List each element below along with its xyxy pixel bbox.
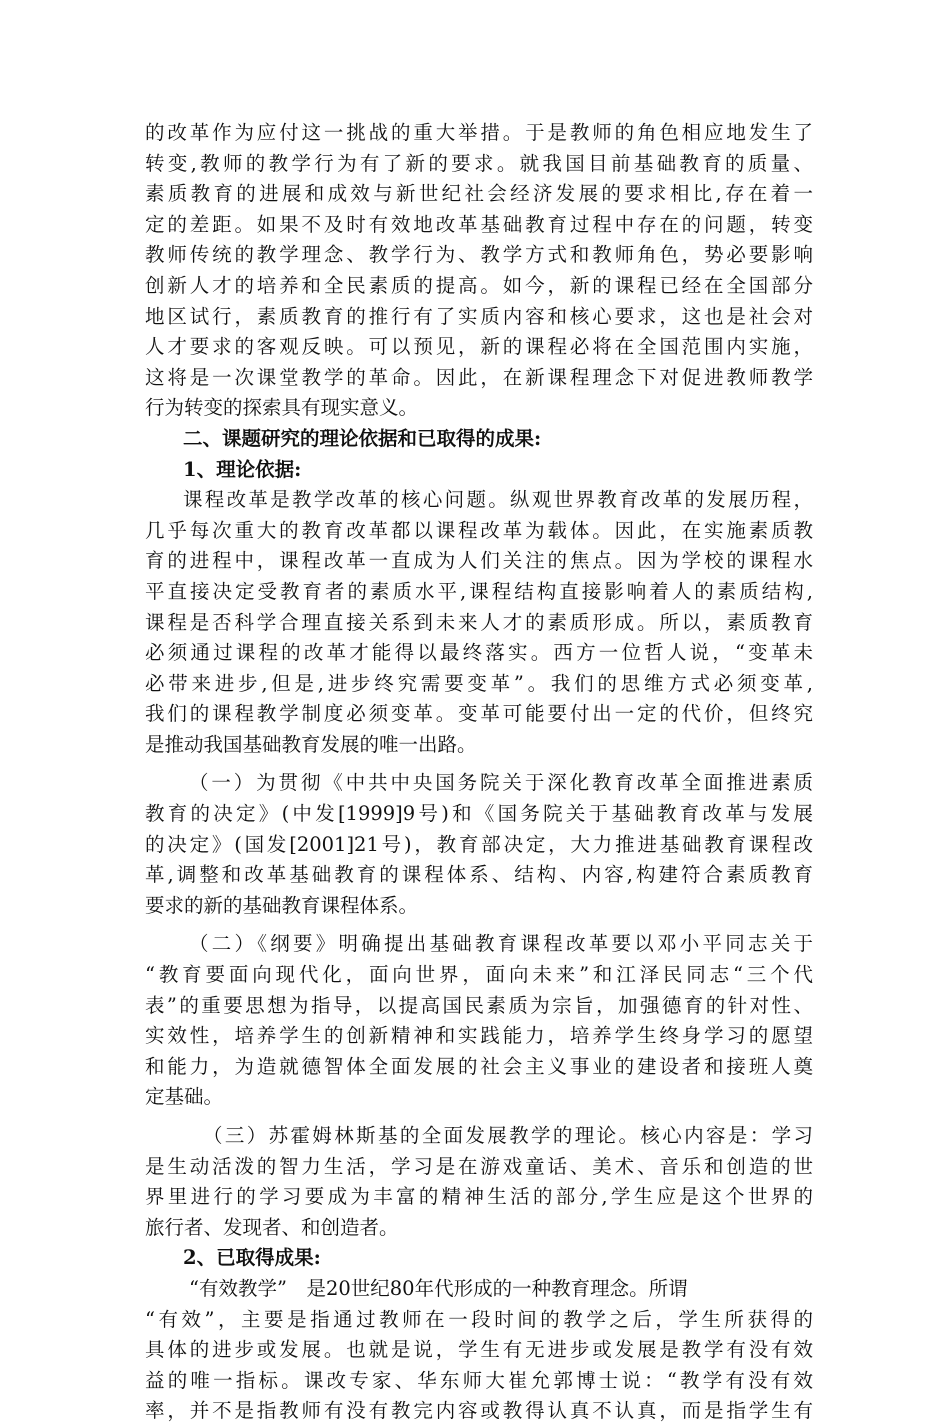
text-line: 育的进程中，课程改革一直成为人们关注的焦点。因为学校的课程水 xyxy=(145,549,813,573)
text-line: 平直接决定受教育者的素质水平,课程结构直接影响着人的素质结构, xyxy=(145,579,813,603)
section-heading: 二、课题研究的理论依据和已取得的成果: xyxy=(183,426,542,450)
text-line: 实效性，培养学生的创新精神和实践能力，培养学生终身学习的愿望 xyxy=(145,1024,813,1048)
text-line: 这将是一次课堂教学的革命。因此，在新课程理念下对促进教师教学 xyxy=(145,365,813,389)
text-line: “教育要面向现代化，面向世界，面向未来”和江泽民同志“三个代 xyxy=(145,963,813,987)
text-line: 的决定》(国发[2001]21号)，教育部决定，大力推进基础教育课程改 xyxy=(145,832,813,856)
text-line: 益的唯一指标。课改专家、华东师大崔允郭博士说：“教学有没有效 xyxy=(145,1368,813,1392)
text-line: 界里进行的学习要成为丰富的精神生活的部分,学生应是这个世界的 xyxy=(145,1185,813,1209)
list-item-3 xyxy=(145,1121,813,1243)
text-line: 课程改革是教学改革的核心问题。纵观世界教育改革的发展历程， xyxy=(183,488,813,512)
text-line: （一）为贯彻《中共中央国务院关于深化教育改革全面推进素质 xyxy=(189,771,813,795)
text-line: 教师传统的教学理念、教学行为、教学方式和教师角色，势必要影响 xyxy=(145,243,813,267)
text-line: （二）《纲要》明确提出基础教育课程改革要以邓小平同志关于 xyxy=(189,932,813,956)
subsection-heading: 2、已取得成果: xyxy=(183,1246,321,1270)
text-line: 旅行者、发现者、和创造者。 xyxy=(145,1215,399,1239)
text-line: 要求的新的基础教育课程体系。 xyxy=(145,893,419,917)
text-line: 表”的重要思想为指导，以提高国民素质为宗旨，加强德育的针对性、 xyxy=(145,993,813,1017)
text-line: 课程是否科学合理直接关系到未来人才的素质形成。所以，素质教育 xyxy=(145,610,813,634)
text-line: 革,调整和改革基础教育的课程体系、结构、内容,构建符合素质教育 xyxy=(145,863,813,887)
text-line: （三）苏霍姆林斯基的全面发展教学的理论。核心内容是：学习 xyxy=(203,1124,813,1147)
text-line: 必须通过课程的改革才能得以最终落实。西方一位哲人说，“变革未 xyxy=(145,641,813,665)
text-line: 创新人才的培养和全民素质的提高。如今，新的课程已经在全国部分 xyxy=(145,273,813,297)
text-line: 必带来进步,但是,进步终究需要变革”。我们的思维方式必须变革, xyxy=(145,671,813,695)
text-line: “有效”，主要是指通过教师在一段时间的教学之后，学生所获得的 xyxy=(145,1307,813,1331)
text-line: 素质教育的进展和成效与新世纪社会经济发展的要求相比,存在着一 xyxy=(145,182,813,206)
subsection-heading: 1、理论依据: xyxy=(183,457,302,481)
list-item-1 xyxy=(145,768,813,921)
text-line: 地区试行，素质教育的推行有了实质内容和核心要求，这也是社会对 xyxy=(145,304,813,328)
text-line: 定的差距。如果不及时有效地改革基础教育过程中存在的问题，转变 xyxy=(145,212,813,236)
text-line: 和能力，为造就德智体全面发展的社会主义事业的建设者和接班人奠 xyxy=(145,1054,813,1078)
document-page xyxy=(145,118,813,1427)
text-line: 转变,教师的教学行为有了新的要求。就我国目前基础教育的质量、 xyxy=(145,151,813,175)
text-line: 定基础。 xyxy=(145,1085,224,1109)
text-line: 是生动活泼的智力生活，学习是在游戏童话、美术、音乐和创造的世 xyxy=(145,1154,813,1178)
text-line: 行为转变的探索具有现实意义。 xyxy=(145,396,419,420)
text-line: 教育的决定》(中发[1999]9号)和《国务院关于基础教育改革与发展 xyxy=(145,802,813,826)
text-line: 人才要求的客观反映。可以预见，新的课程必将在全国范围内实施， xyxy=(145,335,813,359)
text-line: 我们的课程教学制度必须变革。变革可能要付出一定的代价，但终究 xyxy=(145,702,813,726)
text-line: 具体的进步或发展。也就是说，学生有无进步或发展是教学有没有效 xyxy=(145,1338,813,1362)
text-line: 率，并不是指教师有没有教完内容或教得认真不认真，而是指学生有 xyxy=(145,1399,813,1423)
text-line: 是推动我国基础教育发展的唯一出路。 xyxy=(145,732,477,756)
intro-paragraph xyxy=(145,118,813,424)
theory-paragraph xyxy=(145,485,813,760)
text-line: “有效教学” 是20世纪80年代形成的一种教育理念。所谓 xyxy=(189,1276,688,1300)
text-line: 几乎每次重大的教育改革都以课程改革为载体。因此，在实施素质教 xyxy=(145,518,813,542)
results-paragraph xyxy=(145,1274,813,1427)
list-item-2 xyxy=(145,929,813,1113)
text-line: 的改革作为应付这一挑战的重大举措。于是教师的角色相应地发生了 xyxy=(145,121,813,144)
